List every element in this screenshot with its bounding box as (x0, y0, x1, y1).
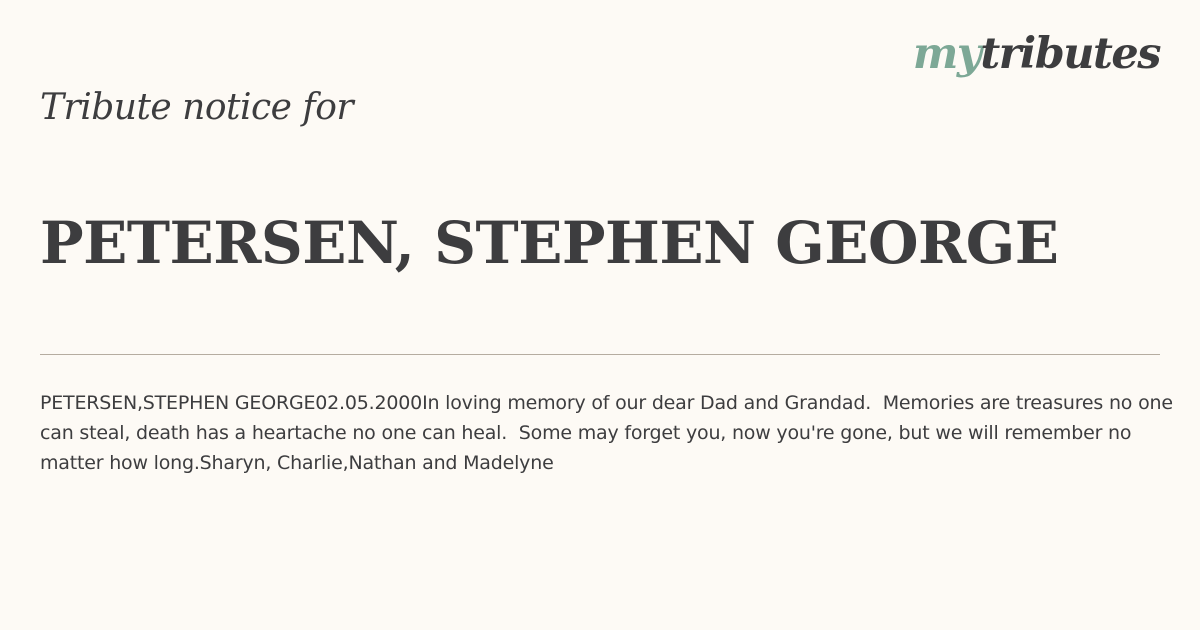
notice-body-text: PETERSEN,STEPHEN GEORGE02.05.2000In loving memory of our dear Dad and Grandad. Memories are treasures no one can steal, death has a heartache no one can heal. Some may forget you, now you're gone, but we will remember no matter how long.Sharyn, Charlie,Nathan and Madelyne (40, 392, 1179, 474)
logo-tributes-text: tributes (980, 29, 1160, 79)
logo-my-text: my (912, 29, 981, 79)
mytributes-logo[interactable] (912, 29, 1160, 79)
tribute-notice-label: Tribute notice for (40, 87, 354, 128)
divider (40, 354, 1160, 355)
deceased-name-heading: PETERSEN, STEPHEN GEORGE (40, 209, 1059, 277)
